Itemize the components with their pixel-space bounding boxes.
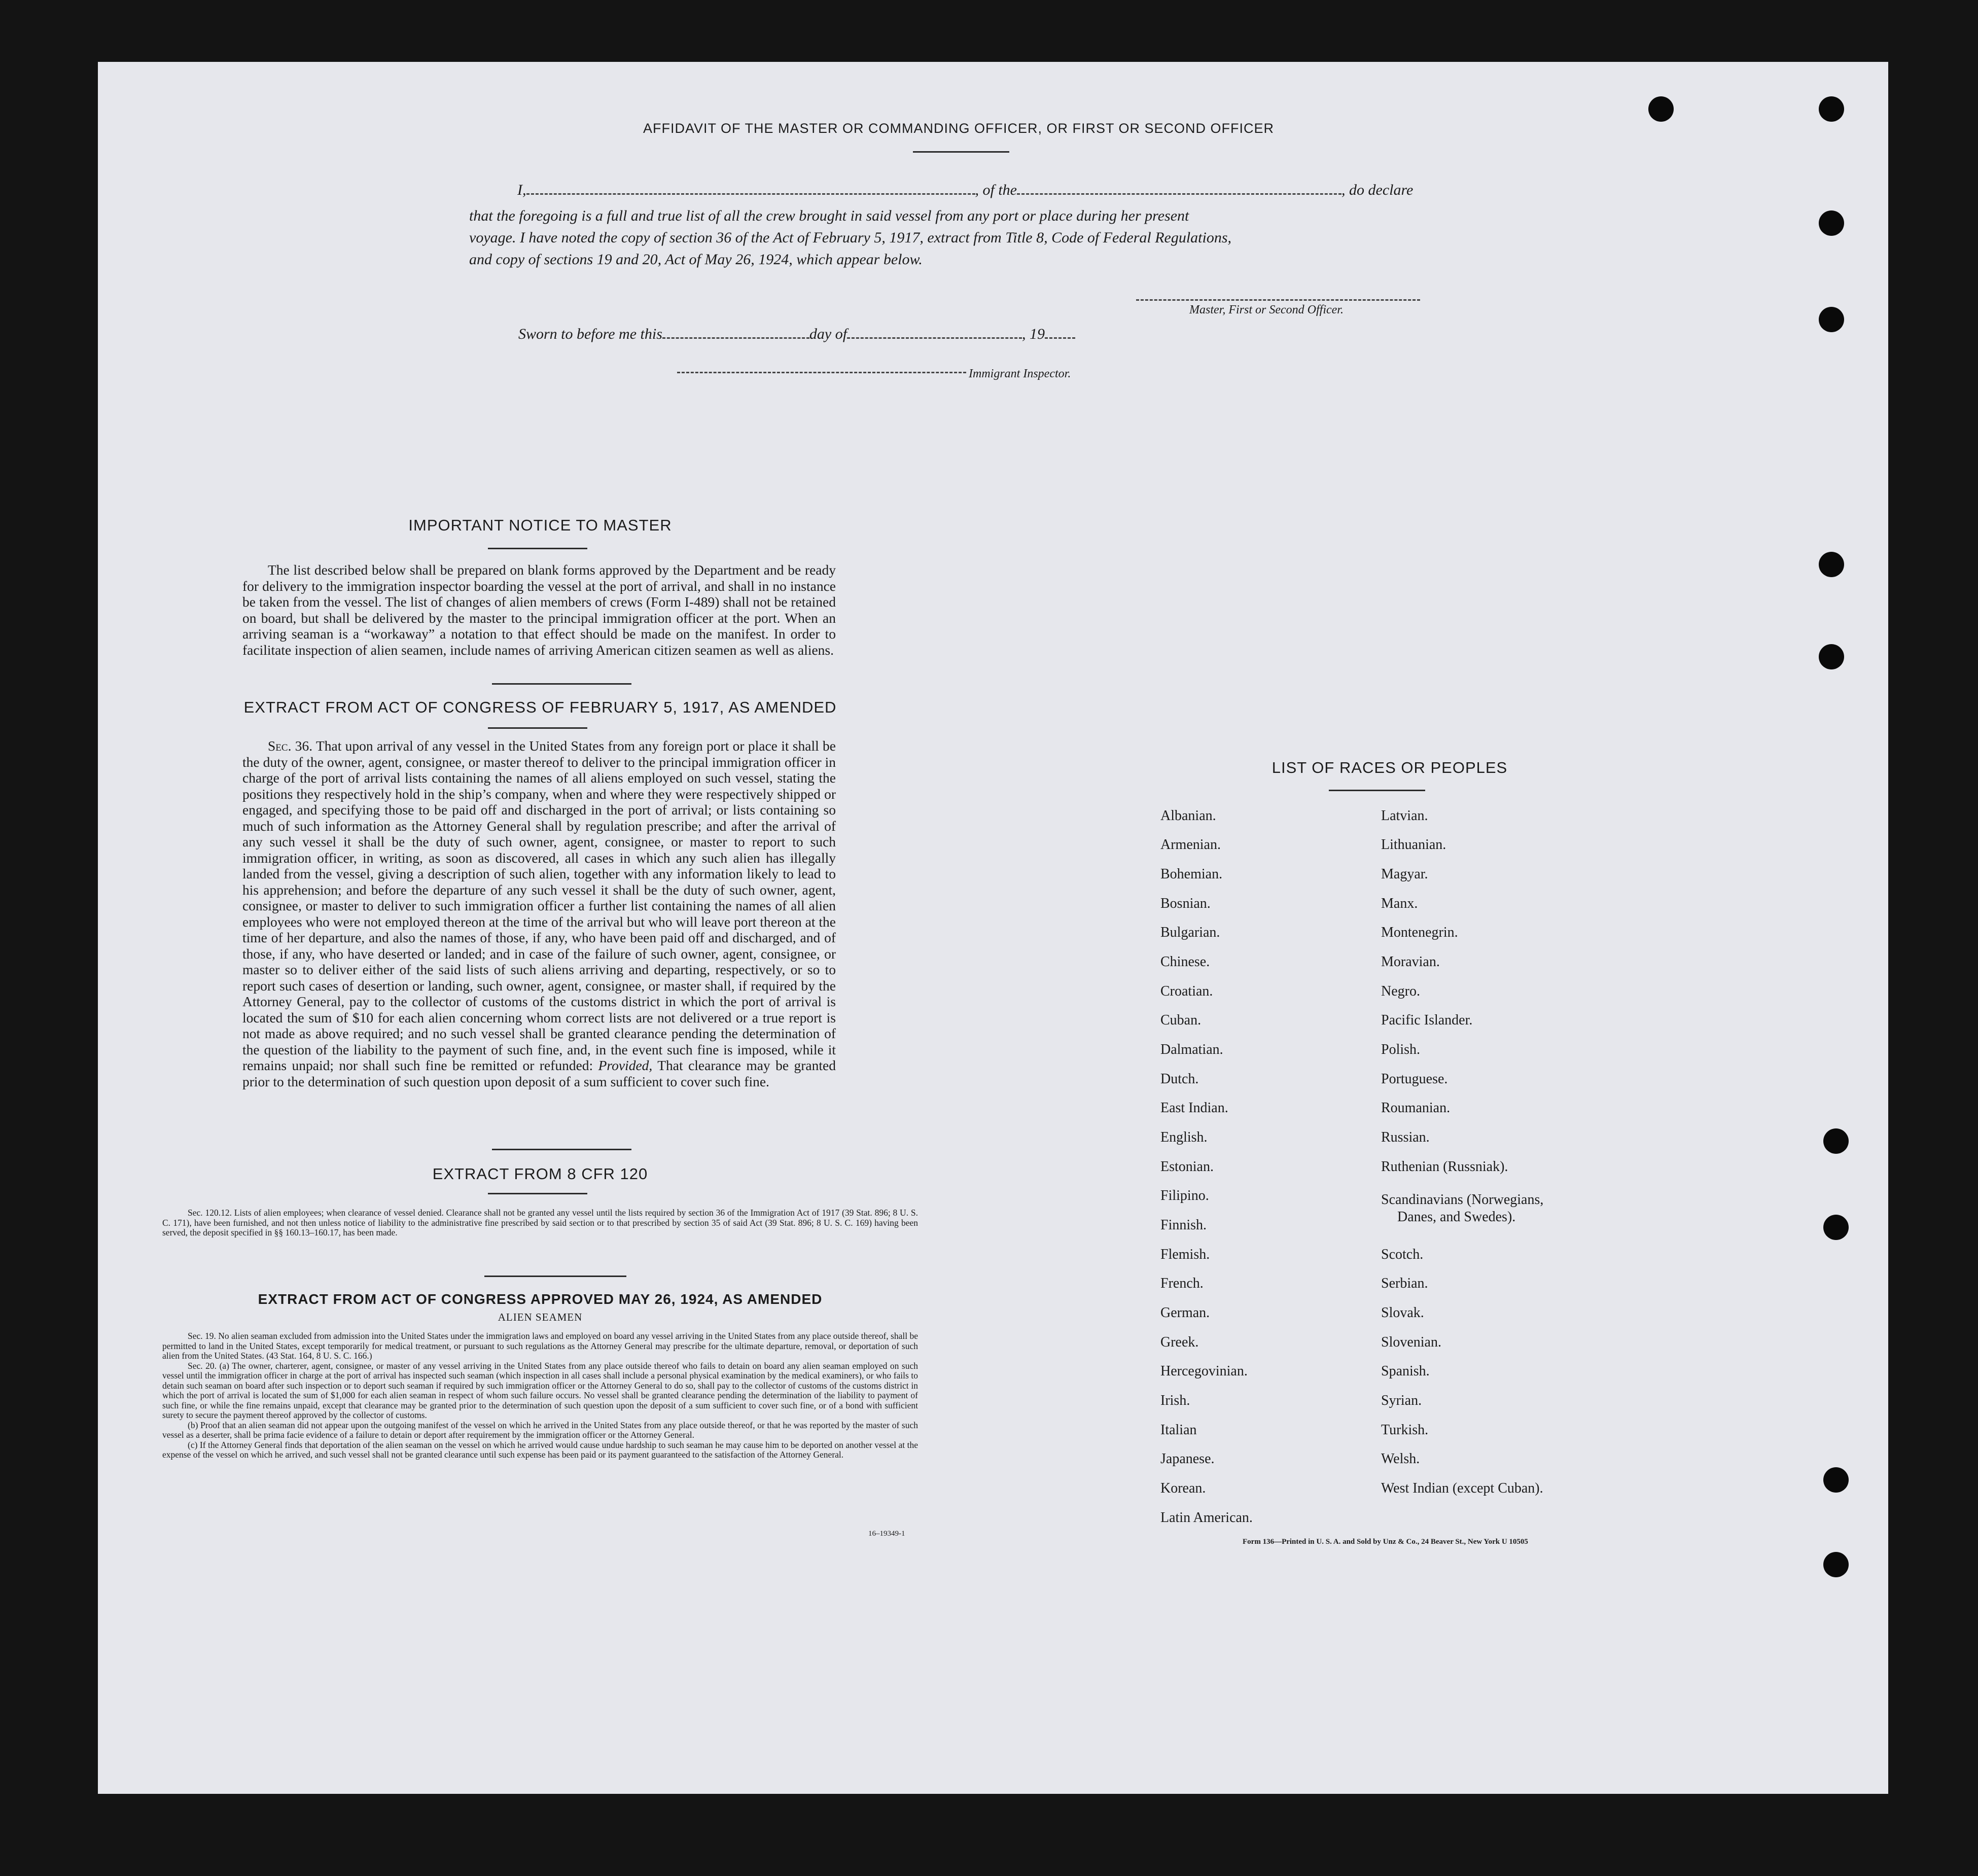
notice-title: IMPORTANT NOTICE TO MASTER [408,516,672,534]
sec-19-paragraph: Sec. 19. No alien seaman excluded from admission into the United States under the immigration laws and employed on board any vessel arriving in the United States from any place outside thereof, shall be permitted to land in the United States, except temporarily for medical treatment, or pursuant to such regulations as the Attorney General may prescribe for the ultimate departure, removal, or deportation of such alien from the United States. (43 Stat. 164, 8 U. S. C. 166.) [162,1331,918,1361]
race-item: Polish. [1381,1042,1421,1057]
race-item: Japanese. [1160,1451,1215,1467]
race-item: Roumanian. [1381,1100,1451,1116]
race-item: Latin American. [1160,1510,1253,1526]
race-item: Bulgarian. [1160,925,1220,940]
race-item: Cuban. [1160,1012,1202,1028]
race-item: Spanish. [1381,1363,1430,1379]
punch-hole [1823,1467,1849,1493]
signature-line[interactable] [1136,294,1420,303]
statement-line: that the foregoing is a full and true list of all the crew brought in said vessel from any port or place during her present [469,207,1189,224]
of-the-label: , of the [975,182,1017,198]
race-item: English. [1160,1129,1208,1145]
provided-label: Provided, [598,1057,653,1073]
extract-1917-underline [488,727,587,729]
race-item: Latvian. [1381,808,1428,824]
extract-1917-title: EXTRACT FROM ACT OF CONGRESS OF FEBRUARY 5, 1917, AS AMENDED [243,698,837,716]
sworn-line [518,326,1075,343]
race-item: Greek. [1160,1334,1199,1350]
race-item: Manx. [1381,896,1418,911]
race-item: Syrian. [1381,1393,1422,1408]
race-item: German. [1160,1305,1210,1321]
sworn-month-blank[interactable] [847,333,1022,339]
race-item: Portuguese. [1381,1071,1448,1087]
year-label: , 19 [1022,326,1045,342]
race-item: Negro. [1381,983,1420,999]
race-item: Korean. [1160,1480,1206,1496]
affidavit-title: AFFIDAVIT OF THE MASTER OR COMMANDING OFFICER, OR FIRST OR SECOND OFFICER [643,121,1275,136]
punch-hole [1823,1552,1849,1577]
punch-hole [1823,1215,1849,1240]
punch-hole [1819,552,1844,577]
extract-1924-title: EXTRACT FROM ACT OF CONGRESS APPROVED MAY 26, 1924, AS AMENDED [258,1291,823,1307]
race-item: Estonian. [1160,1159,1214,1175]
race-item: Chinese. [1160,954,1210,970]
race-item: Montenegrin. [1381,925,1458,940]
race-item: Slovenian. [1381,1334,1441,1350]
race-item: Magyar. [1381,866,1428,882]
sec-36-text-end: That clearance may be granted prior to the determination of such question upon deposit of a sum sufficient to cover such fine. [242,1057,836,1089]
race-item: Ruthenian (Russniak). [1381,1159,1508,1175]
race-item: Turkish. [1381,1422,1429,1438]
print-code: 16–19349-1 [868,1530,905,1538]
races-title: LIST OF RACES OR PEOPLES [1271,759,1508,776]
affidavit-declaration-line [517,182,1420,199]
day-of-label: day of [809,326,847,342]
vessel-blank[interactable] [1017,189,1341,195]
sec-20b-paragraph: (b) Proof that an alien seaman did not appear upon the outgoing manifest of the vessel on which he arrived in the United States from any place outside thereof, or that he was reported by the master of such vessel as a deserter, shall be prima facie evidence of a failure to detain or deport after requirement by the immigration officer or the Attorney General. [162,1420,918,1440]
title-underline [913,151,1009,153]
race-item: Albanian. [1160,808,1216,824]
cfr-paragraph: Sec. 120.12. Lists of alien employees; when clearance of vessel denied. Clearance shall not be granted any vessel until the lists required by section 36 of the Immigration Act of 1917 (39 Stat. 896; 8 U. S. C. 171), have been furnished, and not then unless notice of liability to the administrative fine prescribed by said section or to that prescribed by section 35 of said Act (39 Stat. 896; 8 U. S. C. 169) having been served, the deposit specified in §§ 160.13–160.17, has been made. [162,1208,918,1237]
sec-36-label: Sec. 36. [268,738,313,754]
name-blank[interactable] [526,189,975,195]
races-underline [1329,790,1425,791]
race-item: Scandinavians (Norwegians, [1381,1192,1544,1208]
signature-caption: Master, First or Second Officer. [1189,303,1344,316]
race-item: Italian [1160,1422,1197,1438]
separator-rule [492,683,631,685]
extract-cfr-text [162,1208,918,1238]
i-label: I, [517,182,526,198]
race-item: Scotch. [1381,1247,1424,1262]
notice-text [242,562,836,658]
extract-1924-text [162,1331,918,1460]
sec-20c-paragraph: (c) If the Attorney General finds that deportation of the alien seaman on the vessel on which he arrived would cause undue hardship to such seaman he may cause him to be deported on another vessel at the expense of the vessel on which he arrived, and such vessel shall not be granted clearance until such expense has been paid or its payment guaranteed to the satisfaction of the Attorney General. [162,1439,918,1460]
race-item: Bohemian. [1160,866,1223,882]
race-item: Armenian. [1160,837,1221,853]
race-item: Hercegovinian. [1160,1363,1248,1379]
punch-hole [1819,96,1844,122]
notice-underline [488,548,587,549]
section-36-paragraph [242,738,836,1089]
race-item: Moravian. [1381,954,1440,970]
notice-paragraph: The list described below shall be prepared on blank forms approved by the Department and be ready for delivery to the immigration inspector boarding the vessel at the port of arrival, and shall in no instance be taken from the vessel. The list of changes of alien members of crews (Form I-489) shall not be retained on board, but shall be delivered by the master to the principal immigration officer at the port. When an arriving seaman is a “workaway” a notation to that effect should be made on the manifest. In order to facilitate inspection of alien seamen, include names of arriving American citizen seamen as well as aliens. [242,562,836,658]
alien-seamen-subtitle: ALIEN SEAMEN [498,1311,583,1323]
race-item: Irish. [1160,1393,1190,1408]
race-item: Flemish. [1160,1247,1210,1262]
sec-36-text: That upon arrival of any vessel in the United States from any foreign port or place it shall be the duty of the owner, agent, consignee, or master thereof to deliver to the principal immigration officer in charge of the port of arrival lists containing the names of all aliens employed on such vessel, stating the positions they respectively hold in the ship’s company, when and where they were respectively shipped or engaged, and specifying those to be paid off and discharged in the port of arrival; or lists containing so much of such information as the Attorney General shall by regulation prescribe; and after the arrival of any such vessel it shall be the duty of such owner, agent, consignee, or master to report to such immigration officer, in writing, as soon as discovered, all cases in which any such alien has illegally landed from the vessel, giving a description of such alien, together with any information likely to lead to his apprehension; and before the departure of any such vessel it shall be the duty of such owner, agent, consignee, or master to deliver to such immigration officer a further list containing the names of all alien employees who were not employed thereon at the time of the arrival but who will leave port thereon at the time of her departure, and also the names of those, if any, who have been paid off and discharged, and of those, if any, who have deserted or landed; and in case of the failure of such owner, agent, consignee, or master so to deliver either of the said lists of such aliens arriving and departing, respectively, or so to report such cases of desertion or landing, such owner, agent, consignee, or master shall, if required by the Attorney General, pay to the collector of customs of the customs district in which the port of arrival is located the sum of $10 for each alien concerning whom correct lists are not delivered or a true report is not made as above required; and no such vessel shall be granted clearance pending the determination of the question of the liability to the payment of such fine, and, in the event such fine is imposed, while it remains unpaid; nor shall such fine be remitted or refunded: [242,738,836,1073]
race-item: Slovak. [1381,1305,1424,1321]
statement-line: voyage. I have noted the copy of section 36 of the Act of February 5, 1917, extract from Title 8, Code of Federal Regulations, [469,229,1232,246]
extract-cfr-underline [488,1193,587,1194]
sworn-label: Sworn to before me this [518,326,662,342]
separator-rule [484,1276,626,1277]
race-item: French. [1160,1276,1204,1291]
race-item: East Indian. [1160,1100,1228,1116]
race-item: Lithuanian. [1381,837,1446,853]
sworn-year-blank[interactable] [1045,333,1075,339]
race-item: Pacific Islander. [1381,1012,1473,1028]
race-item: Bosnian. [1160,896,1211,911]
extract-cfr-title: EXTRACT FROM 8 CFR 120 [432,1165,648,1183]
race-item: Dalmatian. [1160,1042,1223,1057]
separator-rule [492,1149,631,1150]
race-item: Russian. [1381,1129,1430,1145]
punch-hole [1823,1128,1849,1154]
punch-hole [1819,644,1844,669]
sec-20a-paragraph: Sec. 20. (a) The owner, charterer, agent, consignee, or master of any vessel arriving in the United States from any place outside thereof who fails to detain on board any alien seaman employed on such vessel until the immigration officer in charge at the port of arrival has inspected such seaman (which inspection in all cases shall include a personal physical examination by the medical examiners), or who fails to detain such seaman on board after such inspection or to deport such seaman if required by such immigration officer or the Attorney General to do so, shall pay to the collector of customs of the customs district in which the port of arrival is located the sum of $1,000 for each alien seaman in respect of whom such failure occurs. No vessel shall be granted clearance pending the determination of the liability to payment of such fine, or while the fine remains unpaid, except that clearance may be granted prior to the determination of such question upon the deposit of a sum sufficient to cover such fine, or of a bond with sufficient surety to secure the payment thereof approved by the collector of customs. [162,1360,918,1420]
race-item: Finnish. [1160,1217,1207,1233]
do-declare-label: , do declare [1341,182,1414,198]
punch-hole [1819,307,1844,332]
statement-line: and copy of sections 19 and 20, Act of May 26, 1924, which appear below. [469,251,923,268]
race-item: West Indian (except Cuban). [1381,1480,1543,1496]
punch-hole [1819,210,1844,236]
sworn-day-blank[interactable] [662,333,809,339]
race-item: Croatian. [1160,983,1213,999]
race-item: Danes, and Swedes). [1397,1209,1516,1225]
form-footer: Form 136—Printed in U. S. A. and Sold by Unz & Co., 24 Beaver St., New York U 10505 [1243,1538,1528,1546]
race-item: Serbian. [1381,1276,1428,1291]
inspector-signature-line[interactable] [677,367,966,376]
race-item: Welsh. [1381,1451,1420,1467]
punch-hole [1648,96,1674,122]
inspector-caption: Immigrant Inspector. [969,367,1071,380]
affidavit-statement [469,205,1423,270]
race-item: Filipino. [1160,1188,1209,1204]
extract-1917-text [242,738,836,1089]
race-item: Dutch. [1160,1071,1199,1087]
